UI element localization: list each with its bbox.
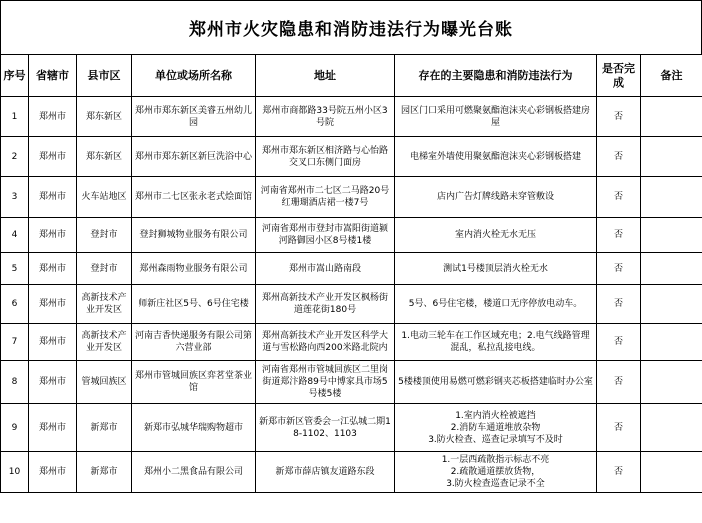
cell-city: 郑州市 [29, 361, 77, 404]
cell-note [641, 452, 702, 493]
cell-address: 新郑市薛店镇友道路东段 [256, 452, 395, 493]
cell-county: 郑东新区 [77, 97, 132, 137]
header-unit: 单位或场所名称 [132, 55, 256, 97]
table-row [1, 452, 702, 493]
cell-done: 否 [597, 97, 641, 137]
cell-city: 郑州市 [29, 218, 77, 253]
cell-seq: 2 [1, 137, 29, 177]
header-address: 地址 [256, 55, 395, 97]
cell-seq: 4 [1, 218, 29, 253]
cell-note [641, 404, 702, 452]
cell-issues: 1.一层西疏散指示标志不亮 2.疏散通道摆放货物， 3.防火检查巡查记录不全 [395, 452, 597, 493]
header-row [1, 55, 702, 97]
cell-seq: 3 [1, 177, 29, 218]
cell-address: 郑州高新技术产业开发区科学大道与雪松路向西200米路北院内 [256, 324, 395, 361]
cell-note [641, 218, 702, 253]
cell-note [641, 97, 702, 137]
cell-issues: 1.室内消火栓被遮挡 2.消防车通道堆放杂物 3.防火检查、巡查记录填写不及时 [395, 404, 597, 452]
cell-issues: 店内广告灯牌线路未穿管敷设 [395, 177, 597, 218]
cell-seq: 9 [1, 404, 29, 452]
cell-county: 新郑市 [77, 404, 132, 452]
cell-unit: 郑州小二黑食品有限公司 [132, 452, 256, 493]
cell-unit: 河南吉香快递服务有限公司第六营业部 [132, 324, 256, 361]
cell-seq: 7 [1, 324, 29, 361]
table-row [1, 218, 702, 253]
cell-city: 郑州市 [29, 285, 77, 324]
cell-seq: 6 [1, 285, 29, 324]
cell-done: 否 [597, 137, 641, 177]
cell-unit: 新郑市弘城华瑞购物超市 [132, 404, 256, 452]
header-city: 省辖市 [29, 55, 77, 97]
cell-done: 否 [597, 361, 641, 404]
header-note: 备注 [641, 55, 702, 97]
cell-county: 管城回族区 [77, 361, 132, 404]
cell-address: 河南省郑州市二七区二马路20号红珊瑚酒店裙一楼7号 [256, 177, 395, 218]
cell-unit: 郑州市郑东新区新巨洗浴中心 [132, 137, 256, 177]
cell-city: 郑州市 [29, 177, 77, 218]
cell-seq: 8 [1, 361, 29, 404]
cell-note [641, 177, 702, 218]
cell-city: 郑州市 [29, 404, 77, 452]
cell-done: 否 [597, 324, 641, 361]
cell-county: 郑东新区 [77, 137, 132, 177]
cell-issues: 测试1号楼顶层消火栓无水 [395, 253, 597, 285]
cell-unit: 郑州市二七区张永老式烩面馆 [132, 177, 256, 218]
table-row [1, 97, 702, 137]
cell-address: 河南省郑州市管城回族区二里岗街道郑汴路89号中博家具市场5号楼5楼 [256, 361, 395, 404]
cell-city: 郑州市 [29, 324, 77, 361]
cell-seq: 5 [1, 253, 29, 285]
cell-city: 郑州市 [29, 137, 77, 177]
cell-city: 郑州市 [29, 97, 77, 137]
cell-seq: 10 [1, 452, 29, 493]
cell-address: 郑州市嵩山路南段 [256, 253, 395, 285]
table-row [1, 285, 702, 324]
cell-issues: 室内消火栓无水无压 [395, 218, 597, 253]
cell-unit: 郑州市郑东新区美睿五州幼儿园 [132, 97, 256, 137]
cell-county: 高新技术产业开发区 [77, 285, 132, 324]
header-seq: 序号 [1, 55, 29, 97]
cell-note [641, 324, 702, 361]
cell-done: 否 [597, 218, 641, 253]
cell-unit: 登封狮城物业服务有限公司 [132, 218, 256, 253]
cell-issues: 电梯室外墙使用聚氨酯泡沫夹心彩钢板搭建 [395, 137, 597, 177]
cell-address: 新郑市新区管委会一江弘城二期18-1102、1103 [256, 404, 395, 452]
ledger-table [0, 54, 702, 493]
table-row [1, 137, 702, 177]
cell-county: 高新技术产业开发区 [77, 324, 132, 361]
cell-done: 否 [597, 253, 641, 285]
cell-county: 登封市 [77, 218, 132, 253]
table-row [1, 253, 702, 285]
header-county: 县市区 [77, 55, 132, 97]
table-row [1, 324, 702, 361]
cell-county: 登封市 [77, 253, 132, 285]
cell-done: 否 [597, 452, 641, 493]
cell-county: 火车站地区 [77, 177, 132, 218]
cell-address: 郑州市商都路33号院五州小区3号院 [256, 97, 395, 137]
cell-address: 郑州市郑东新区相济路与心怡路交叉口东侧门面房 [256, 137, 395, 177]
cell-note [641, 361, 702, 404]
cell-issues: 园区门口采用可燃聚氨酯泡沫夹心彩钢板搭建房屋 [395, 97, 597, 137]
cell-issues: 1.电动三轮车在工作区域充电；2.电气线路管理混乱，私拉乱接电线。 [395, 324, 597, 361]
table-row [1, 361, 702, 404]
cell-unit: 郑州市管城回族区弈茗堂茶业馆 [132, 361, 256, 404]
cell-unit: 郑州森雨物业服务有限公司 [132, 253, 256, 285]
ledger-title: 郑州市火灾隐患和消防违法行为曝光台账 [0, 0, 702, 54]
cell-unit: 师新庄社区5号、6号住宅楼 [132, 285, 256, 324]
header-done: 是否完成 [597, 55, 641, 97]
cell-city: 郑州市 [29, 452, 77, 493]
cell-issues: 5楼楼顶使用易燃可燃彩钢夹芯板搭建临时办公室 [395, 361, 597, 404]
cell-issues: 5号、6号住宅楼，楼道口无序停放电动车。 [395, 285, 597, 324]
cell-address: 河南省郑州市登封市嵩阳街道颍河路御园小区8号楼1楼 [256, 218, 395, 253]
cell-done: 否 [597, 177, 641, 218]
cell-address: 郑州高新技术产业开发区枫杨街道莲花街180号 [256, 285, 395, 324]
cell-seq: 1 [1, 97, 29, 137]
cell-note [641, 137, 702, 177]
cell-county: 新郑市 [77, 452, 132, 493]
cell-note [641, 285, 702, 324]
cell-note [641, 253, 702, 285]
cell-city: 郑州市 [29, 253, 77, 285]
cell-done: 否 [597, 404, 641, 452]
cell-done: 否 [597, 285, 641, 324]
table-row [1, 177, 702, 218]
header-issues: 存在的主要隐患和消防违法行为 [395, 55, 597, 97]
table-row [1, 404, 702, 452]
